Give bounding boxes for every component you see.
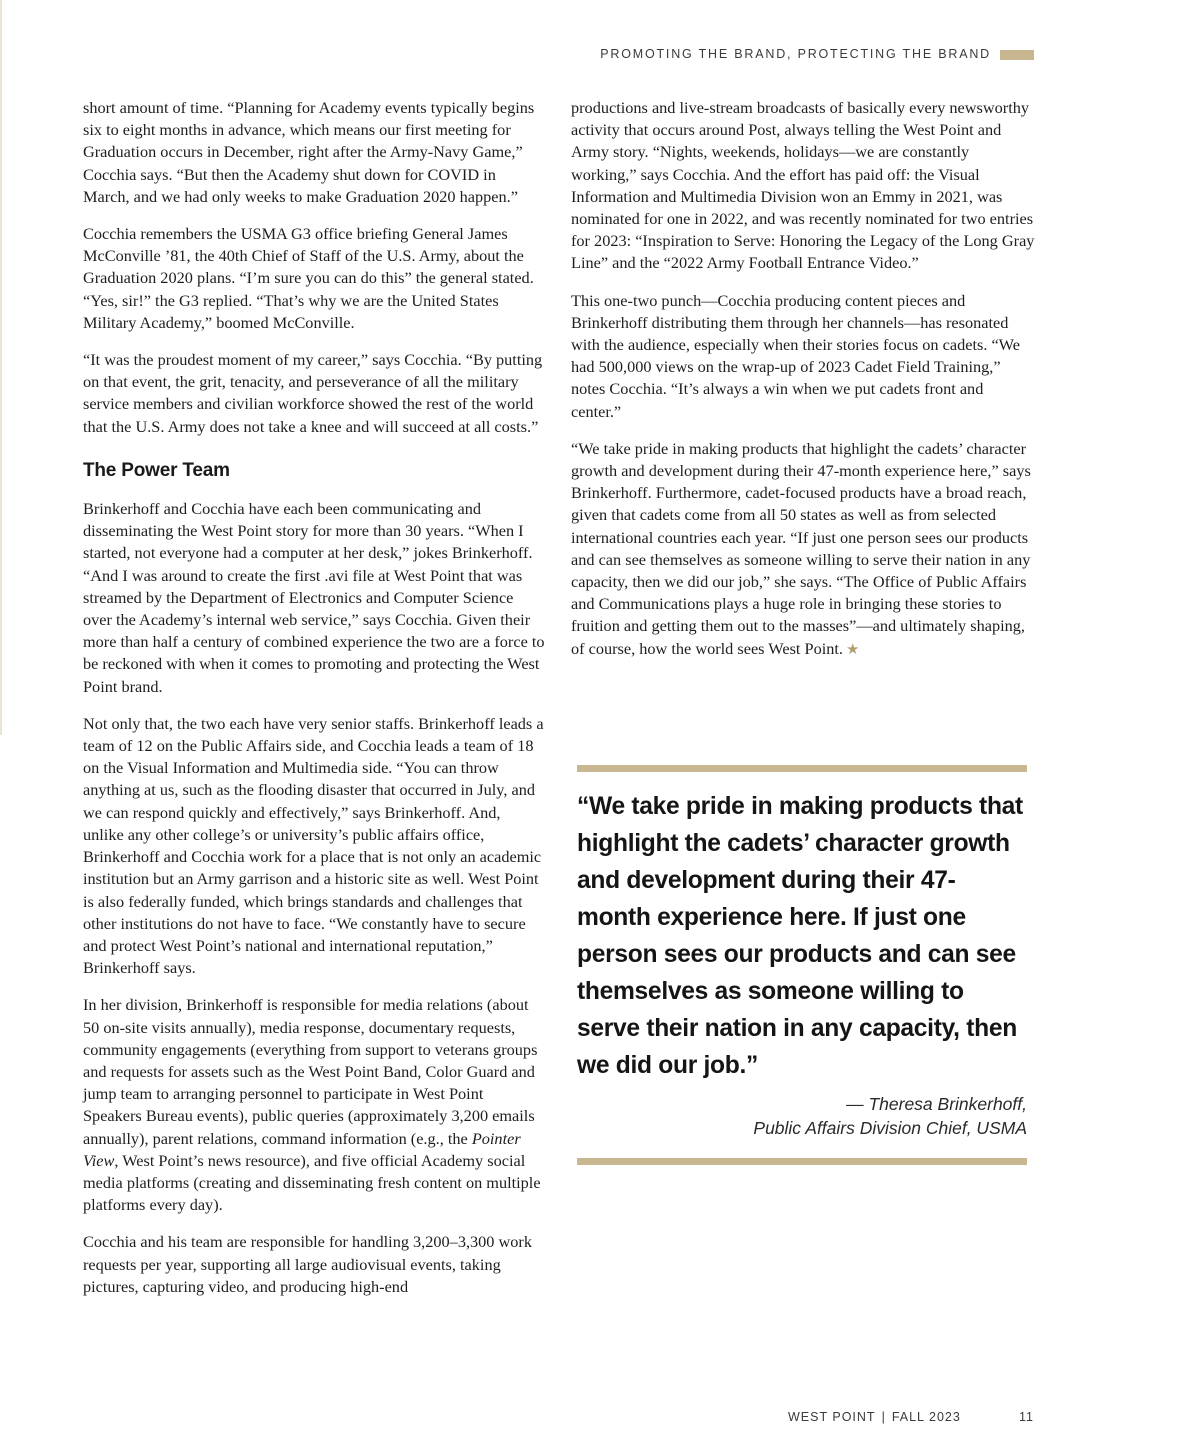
publication-title: Pointer View bbox=[83, 1128, 521, 1170]
text-run: In her division, Brinkerhoff is responsible for media relations (about 50 on-site visits annually), media response, documentary requests, community engagements (everything from support to veterans groups and requests for assets such as the West Point Band, Color Guard and jump team to arranging personnel to participate in West Point Speakers Bureau events), public queries (approximately 3,200 emails annually), parent relations, command information (e.g., the bbox=[83, 995, 538, 1148]
page-edge-rule bbox=[0, 0, 2, 735]
pull-quote bbox=[577, 765, 1027, 1165]
pull-quote-top-rule bbox=[577, 765, 1027, 772]
pull-quote-bottom-rule bbox=[577, 1158, 1027, 1165]
body-paragraph: “It was the proudest moment of my career,” says Cocchia. “By putting on that event, the grit, tenacity, and perseverance of all the military service members and civilian workforce showed the rest of the world that the U.S. Army does not take a knee and will succeed at all costs.” bbox=[83, 350, 543, 436]
body-paragraph: This one-two punch—Cocchia producing content pieces and Brinkerhoff distributing them through her channels—has resonated with the audience, especially when their stories focus on cadets. “We had 500,000 views on the wrap-up of 2023 Cadet Field Training,” notes Cocchia. “It’s always a win when we put cadets front and center.” bbox=[571, 290, 1020, 421]
star-end-mark-icon: ★ bbox=[845, 641, 860, 658]
text-run: “We take pride in making products that highlight the cadets’ character growth and development during their 47-month experience here,” says Brinkerhoff. Furthermore, cadet-focused products have a broad reach, given that cadets come from all 50 states as well as from selected international countries each year. “If just one person sees our products and can see themselves as someone willing to serve their nation in any capacity, then we did our job,” she says. “The Office of Public Affairs and Communications plays a huge role in bringing these stories to fruition and getting them out to the masses”—and ultimately shaping, of course, how the world sees West Point. bbox=[571, 438, 1031, 658]
right-column bbox=[571, 97, 1037, 676]
body-paragraph: productions and live-stream broadcasts of basically every newsworthy activity that occurs around Post, always telling the West Point and Army story. “Nights, weekends, holidays—we are constantly working,” says Cocchia. And the effort has paid off: the Visual Information and Multimedia Division won an Emmy in 2021, was nominated for one in 2022, and was recently nominated for two entries for 2023: “Inspiration to Serve: Honoring the Legacy of the Long Gray Line” and the “2022 Army Football Entrance Video.” bbox=[571, 98, 1035, 273]
pull-quote-attribution bbox=[577, 1092, 1027, 1140]
running-head: PROMOTING THE BRAND, PROTECTING THE BRAND bbox=[600, 47, 991, 61]
left-column bbox=[83, 97, 545, 1313]
body-paragraph bbox=[83, 994, 545, 1216]
attribution-name: — Theresa Brinkerhoff, bbox=[846, 1094, 1027, 1114]
body-paragraph: Cocchia remembers the USMA G3 office briefing General James McConville ’81, the 40th Chief of Staff of the U.S. Army, about the Graduation 2020 plans. “I’m sure you can do this” the general stated. “Yes, sir!” the G3 replied. “That’s why we are the United States Military Academy,” boomed McConville. bbox=[83, 224, 534, 332]
footer-publication bbox=[788, 1410, 961, 1424]
page-number: 11 bbox=[1019, 1410, 1034, 1424]
pull-quote-text: “We take pride in making products that highlight the cadets’ character growth and development during their 47-month experience here. If just one person sees our products and can see themselves as someone willing to serve their nation in any capacity, then we did our job.” bbox=[577, 793, 1023, 1079]
body-paragraph: Not only that, the two each have very senior staffs. Brinkerhoff leads a team of 12 on the Public Affairs side, and Cocchia leads a team of 18 on the Visual Information and Multimedia side. “You can throw anything at us, such as the flooding disaster that occurred in July, and we can respond quickly and effectively,” says Brinkerhoff. And, unlike any other college’s or university’s public affairs office, Brinkerhoff and Cocchia work for a place that is not only an academic institution but an Army garrison and a historic site as well. West Point is also federally funded, which brings standards and challenges that other institutions do not have to face. “We constantly have to secure and protect West Point’s national and international reputation,” Brinkerhoff says. bbox=[83, 713, 544, 978]
issue-date: FALL 2023 bbox=[891, 1410, 961, 1424]
publication-name: WEST POINT bbox=[788, 1410, 876, 1424]
body-paragraph bbox=[571, 438, 1037, 661]
section-heading: The Power Team bbox=[83, 459, 230, 481]
running-head-accent-bar bbox=[1000, 50, 1034, 60]
text-run: , West Point’s news resource), and five official Academy social media platforms (creating and disseminating fresh content on multiple platforms every day). bbox=[83, 1150, 541, 1215]
attribution-title: Public Affairs Division Chief, USMA bbox=[753, 1118, 1027, 1138]
body-paragraph: Brinkerhoff and Cocchia have each been communicating and disseminating the West Point story for more than 30 years. “When I started, not everyone had a computer at her desk,” jokes Brinkerhoff. “And I was around to create the first .avi file at West Point that was streamed by the Department of Electronics and Computer Science over the Academy’s internal web service,” says Cocchia. Given their more than half a century of combined experience the two are a force to be reckoned with when it comes to promoting and protecting the West Point brand. bbox=[83, 499, 545, 696]
footer-separator: | bbox=[881, 1410, 886, 1424]
body-paragraph: Cocchia and his team are responsible for handling 3,200–3,300 work requests per year, supporting all large audiovisual events, taking pictures, capturing video, and producing high-end bbox=[83, 1232, 532, 1296]
body-paragraph: short amount of time. “Planning for Academy events typically begins six to eight months in advance, which means our first meeting for Graduation occurs in December, right after the Army-Navy Game,” Cocchia says. “But then the Academy shut down for COVID in March, and we had only weeks to make Graduation 2020 happen.” bbox=[83, 98, 535, 206]
